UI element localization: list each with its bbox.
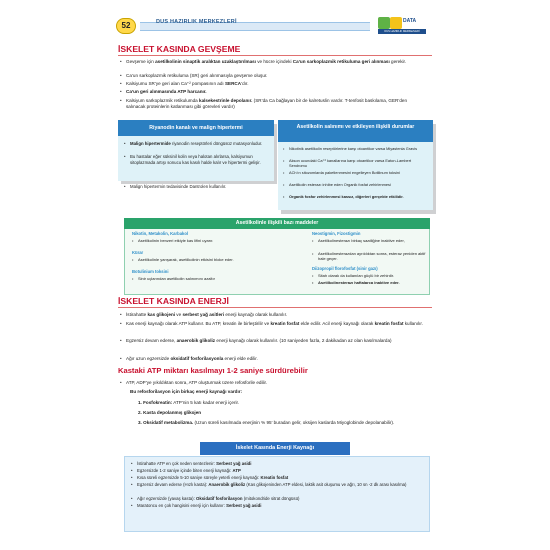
box-title-energy-sources: İskelet Kasında Enerji Kaynağı <box>200 442 350 455</box>
list-item: • Malign hipertermin tedavisinde Dantrolen kullanılır. <box>130 184 270 190</box>
logo-block-yellow <box>390 17 402 29</box>
numbered-item: 1. Fosfokreatin: ATP’nin 5 katı kadar enerji içerir. <box>138 400 240 405</box>
list-item: • ATP, ADP’ye yıkıldıktan sonra, ATP oluşturmak üzere refosforile edilir. <box>126 380 426 386</box>
box-title-acetylcholine: Asetilkolin salınımı ve etkileyen ilişkili durumlar <box>278 120 433 142</box>
page-number: 52 <box>116 18 136 34</box>
list-item: • Asetilkolinesterazı haftalarca inaktive eder. <box>318 280 426 285</box>
section-title-atp: Kastaki ATP miktarı kasılmayı 1-2 saniye sürdürebilir <box>118 366 308 375</box>
page-header <box>116 18 422 34</box>
list-item: • Asetilkolinle yarışarak, asetilkolinin etkisini bloke eder. <box>138 257 278 263</box>
list-item: • ACh’ın sitozomlarda paketlenmesini engelleyen Botilinum toksini <box>289 170 429 175</box>
section-title-energy: İSKELET KASINDA ENERJİ <box>118 296 229 306</box>
list-item: • Kas enerji kaynağı olarak ATP kullanır. Bu ATP, kreatin ile birleştirilir ve kreatin fosfat elde edilir. Acil enerji kaynağı olarak kreatin fosfat kullanılır. <box>126 321 426 327</box>
list-item: • Egzersiz devam ederse (Hızlı kasta): Anaerobik glikoliz (Kas glikojeninden ATP eldesi, laktik asit oluşumu ve ağrı, 10 sn -2 dk arası kasılma) <box>137 482 425 488</box>
list-item: • İstirahatte ATP en çok neden sentezlenir: Serbest yağ asidi <box>137 461 427 467</box>
list-item: • Maratoncu en çok hangisini enerji için kullanır: Serbest yağ asidi <box>137 503 427 509</box>
list-item: • Asetilkolinin benzeri etkiyle kas lifini uyarır. <box>138 238 278 244</box>
list-item: • Asetilkolinesterazdan ayrıldıktan sonra, esteraz yeniden aktif hale geçer. <box>318 251 426 262</box>
list-item: • Ağır egzersizde (yavaş kasta): Oksidatif fosforilasyon (mitokondride sitrat döngüsü) <box>137 496 427 502</box>
drug-group-title: Nikotin, Metakolin, Karbakol <box>132 231 189 236</box>
drug-group-title: Neostigmin, Fizostigmin <box>312 231 361 236</box>
list-item: • Sinir uçlarından asetilkolin salınımını azaltır <box>138 276 278 282</box>
list-item: • Kalsiyum sarkoplazmik retikulumda kalsekestrinle depolanır. (SR’da Ca bağlayan bir de kalretuslin vardır. T-tenfosit baskılama, GER’den salınacak proteinlerin katlanması gibi görevleri vardır) <box>126 98 426 110</box>
list-item: • Ca’un geri alınmasında ATP harcanır. <box>126 89 426 95</box>
list-item: • Ağır uzun egzersizde oksidatif fosforilasyonla enerji elde edilir. <box>126 356 426 362</box>
logo-block-green <box>378 17 390 29</box>
brand-logo <box>378 17 426 35</box>
box-title-drugs: Asetilkolinle ilişkili bazı maddeler <box>124 218 430 229</box>
drug-group-title: Diizopropil florofosfat (sinir gazı) <box>312 266 378 271</box>
list-item: • Nikotinik asetilkolin reseptörlerine karşı otoantikor varsa Miyastenia Gravis <box>289 146 429 151</box>
list-item: • Akson ucundaki Ca⁺² kanallarına karşı otoantikor varsa Eaton-Lambert Sendromu <box>289 158 429 169</box>
header-title: DUS HAZIRLIK MERKEZLERİ <box>156 19 237 25</box>
drug-group-title: Kürar <box>132 250 144 255</box>
numbered-item: 2. Kasta depolanmış glikojen <box>138 410 202 415</box>
box-title-ryanodine: Riyanodin kanalı ve malign hipertermi <box>118 120 274 136</box>
list-item: • Organik fosfor zehirlenmesi kassız, diğerleri gerçekte etkilidir. <box>289 194 429 199</box>
list-item: • Egzersiz devam ederse, anaerobik glikoliz enerji kaynağı olarak kullanılır. (10 saniyeden fazla, 2 dakikadan az olan kasılmalarda) <box>126 338 426 344</box>
list-item: • Kısa süreli egzersizde 5-10 saniye süreyle yeterli enerji kaynağı: Kreatin fosfat <box>137 475 427 481</box>
list-item: • Asetilkolin esterazı inhibe eden Organik fosfat zehirlenmesi <box>289 182 429 187</box>
section-underline <box>118 55 432 56</box>
logo-subtext: DUS HAZIRLIK MERKEZLERİ <box>378 29 426 34</box>
list-item: • Ca’un sarkoplazmik retikuluma (SR) geri alınmasıyla gevşeme oluşur. <box>126 73 426 79</box>
drug-group-title: Botulinium toksini <box>132 269 169 274</box>
logo-text: DATA <box>403 18 417 24</box>
list-item: • Gevşeme için asetilkolinin sinaptik aralıktan uzaklaştırılması ve hücre içindeki Ca’un sarkoplazmik retikuluma geri alınması gerekir. <box>126 59 426 65</box>
list-item: • Kalsiyumu SR’ye geri alan Ca⁺² pompasının adı SERCA’dır. <box>126 81 426 87</box>
list-item: • Asetilkolinesterazı birkaç saatliğine inaktive eder, <box>318 238 426 243</box>
section-underline <box>118 307 432 308</box>
section-title-relaxation: İSKELET KASINDA GEVŞEME <box>118 44 241 54</box>
lead-text: Bu refosforilasyon için birkaç enerji kaynağı vardır: <box>130 389 243 394</box>
numbered-item: 3. Oksidatif metabolizma. (Uzun süreli kasılmada enerjinin % 95’ buradan gelir, oksijen kaslarda Miyoglobinde depolanabilir). <box>138 420 395 425</box>
list-item: • Sitah olarak da kullanılan güçlü bir zehirdir. <box>318 273 426 278</box>
list-item: • Malign hipertermide riyanodin reseptörleri döngüsüz mutasyonludur. <box>130 141 270 147</box>
list-item: • Egzersizde 1-2 saniye içinde biten enerji kaynağı: ATP <box>137 468 427 474</box>
box-acetylcholine <box>278 142 433 210</box>
list-item: • İstirahatte kas glikojeni ve serbest yağ asitleri enerji kaynağı olarak kullanılır. <box>126 312 426 318</box>
list-item: • Bu hastalar eğer süksinil kolin veya halotan alırlarsa, kalsiyumun sitoplazmada artışı sonucu kas kasılı halde kalır ve hipertermi gelişir. <box>130 154 270 166</box>
